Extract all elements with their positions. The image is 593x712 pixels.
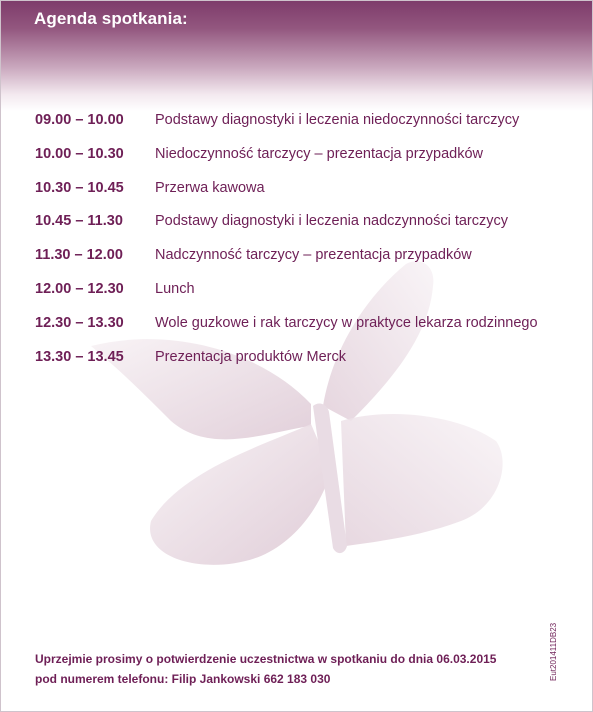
agenda-topic: Podstawy diagnostyki i leczenia niedoczynności tarczycy: [155, 112, 520, 128]
butterfly-left-lower-wing: [150, 424, 331, 565]
agenda-topic: Wole guzkowe i rak tarczycy w praktyce lekarza rodzinnego: [155, 314, 538, 331]
agenda-time: 13.30 – 13.45: [35, 348, 124, 365]
agenda-row: [35, 213, 575, 247]
agenda-topic: Prezentacja produktów Merck: [155, 348, 346, 365]
agenda-time: 12.30 – 13.30: [35, 314, 124, 331]
agenda-topic: Nadczynność tarczycy – prezentacja przypadków: [155, 247, 472, 264]
agenda-time: 10.45 – 11.30: [35, 213, 123, 230]
agenda-row: [35, 315, 575, 349]
agenda-row: [35, 180, 575, 214]
agenda-row: [35, 281, 575, 315]
agenda-topic: Podstawy diagnostyki i leczenia nadczynności tarczycy: [155, 213, 508, 230]
agenda-time: 12.00 – 12.30: [35, 280, 124, 297]
agenda-row: [35, 146, 575, 180]
agenda-time: 10.30 – 10.45: [35, 179, 124, 196]
agenda-row: [35, 112, 575, 146]
agenda-row: [35, 349, 575, 383]
agenda-topic: Niedoczynność tarczycy – prezentacja przypadków: [155, 145, 484, 162]
page-title: Agenda spotkania:: [34, 9, 188, 28]
agenda-row: [35, 247, 575, 281]
confirmation-line: Uprzejmie prosimy o potwierdzenie uczestnictwa w spotkaniu do dnia 06.03.2015: [35, 652, 497, 666]
agenda-topic: Przerwa kawowa: [155, 179, 265, 196]
document-code: Eut201411DB23: [549, 622, 558, 681]
contact-line: pod numerem telefonu: Filip Jankowski 662 183 030: [35, 672, 331, 686]
agenda-list: [35, 112, 575, 382]
agenda-topic: Lunch: [155, 280, 195, 297]
agenda-time: 09.00 – 10.00: [35, 112, 124, 128]
butterfly-right-lower-wing: [341, 414, 503, 546]
agenda-time: 11.30 – 12.00: [35, 247, 123, 264]
agenda-time: 10.00 – 10.30: [35, 145, 124, 162]
confirmation-note: [35, 649, 496, 689]
